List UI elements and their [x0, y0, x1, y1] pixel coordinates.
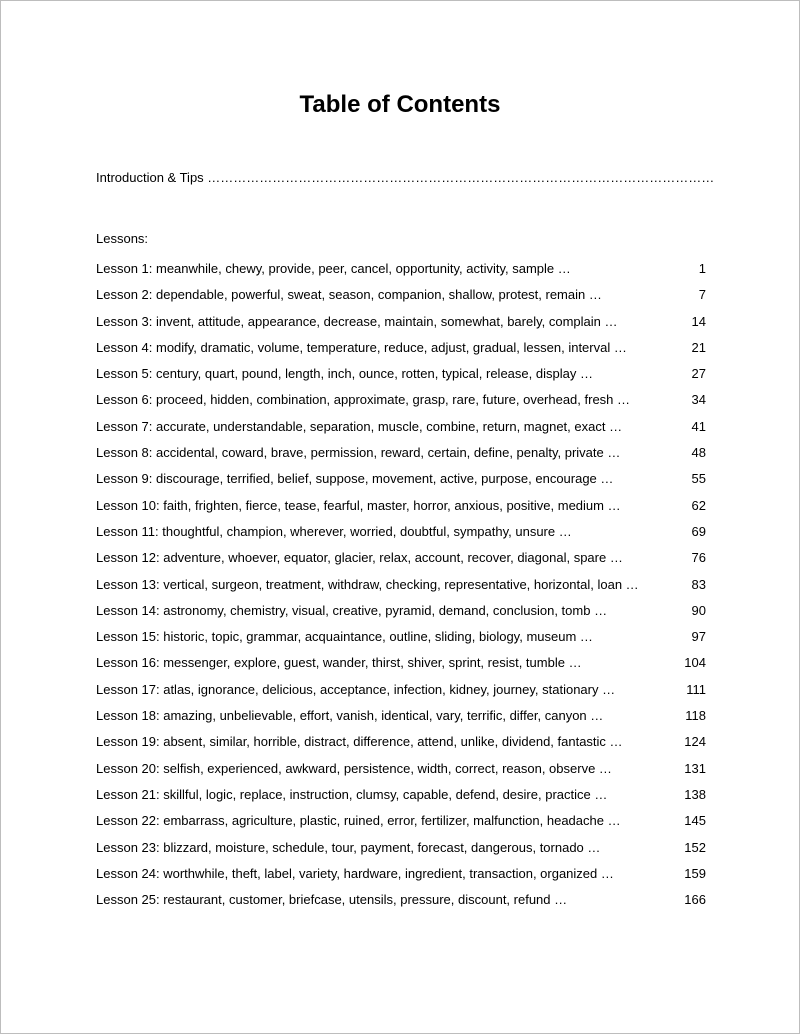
lesson-page-number: 131: [684, 760, 706, 776]
toc-entry-lesson-6: [96, 392, 706, 418]
toc-entry-lesson-20: [96, 761, 706, 787]
lesson-title: Lesson 25: restaurant, customer, briefcase, utensils, pressure, discount, refund …: [96, 892, 568, 908]
toc-entry-lesson-18: [96, 708, 706, 734]
toc-entry-lesson-17: [96, 682, 706, 708]
lesson-title: Lesson 3: invent, attitude, appearance, decrease, maintain, somewhat, barely, complain …: [96, 313, 618, 329]
toc-entry-lesson-13: [96, 577, 706, 603]
lesson-title: Lesson 21: skillful, logic, replace, instruction, clumsy, capable, defend, desire, practice …: [96, 786, 608, 802]
lesson-title: Lesson 9: discourage, terrified, belief, suppose, movement, active, purpose, encourage …: [96, 471, 614, 487]
toc-entry-lesson-11: [96, 524, 706, 550]
lesson-title: Lesson 5: century, quart, pound, length, inch, ounce, rotten, typical, release, display …: [96, 366, 593, 382]
toc-entry-lesson-1: [96, 261, 706, 287]
lessons-list: [96, 261, 706, 918]
lesson-title: Lesson 7: accurate, understandable, separation, muscle, combine, return, magnet, exact …: [96, 418, 623, 434]
toc-entry-lesson-9: [96, 471, 706, 497]
lesson-title: Lesson 24: worthwhile, theft, label, variety, hardware, ingredient, transaction, organized …: [96, 865, 614, 881]
toc-entry-introduction: Introduction & Tips ………………………………………………………………………………………………………: [96, 170, 715, 185]
lesson-page-number: 7: [698, 287, 706, 303]
lesson-page-number: 62: [691, 497, 706, 513]
toc-entry-lesson-25: [96, 892, 706, 918]
lesson-page-number: 124: [684, 734, 706, 750]
toc-entry-lesson-19: [96, 734, 706, 760]
lesson-page-number: 97: [691, 629, 706, 645]
toc-entry-lesson-23: [96, 840, 706, 866]
lesson-page-number: 76: [691, 550, 706, 566]
toc-entry-lesson-8: [96, 445, 706, 471]
lesson-page-number: 111: [686, 681, 706, 697]
lesson-title: Lesson 1: meanwhile, chewy, provide, peer, cancel, opportunity, activity, sample …: [96, 261, 571, 276]
lesson-title: Lesson 6: proceed, hidden, combination, approximate, grasp, rare, future, overhead, fresh …: [96, 392, 631, 408]
toc-entry-lesson-14: [96, 603, 706, 629]
lesson-title: Lesson 8: accidental, coward, brave, permission, reward, certain, define, penalty, private …: [96, 445, 621, 461]
lesson-page-number: 41: [691, 418, 706, 434]
lesson-page-number: 34: [691, 392, 706, 408]
lesson-page-number: 145: [684, 813, 706, 829]
toc-entry-lesson-7: [96, 419, 706, 445]
lesson-page-number: 14: [691, 313, 706, 329]
lesson-title: Lesson 17: atlas, ignorance, delicious, acceptance, infection, kidney, journey, stationary …: [96, 681, 616, 697]
lesson-title: Lesson 12: adventure, whoever, equator, glacier, relax, account, recover, diagonal, spare …: [96, 550, 623, 566]
toc-entry-lesson-24: [96, 866, 706, 892]
lesson-title: Lesson 2: dependable, powerful, sweat, season, companion, shallow, protest, remain …: [96, 287, 602, 303]
lesson-page-number: 27: [691, 366, 706, 382]
toc-entry-lesson-5: [96, 366, 706, 392]
lesson-page-number: 166: [684, 892, 706, 908]
lesson-page-number: 83: [691, 576, 706, 592]
lesson-title: Lesson 15: historic, topic, grammar, acquaintance, outline, sliding, biology, museum …: [96, 629, 593, 645]
lesson-title: Lesson 22: embarrass, agriculture, plastic, ruined, error, fertilizer, malfunction, headache …: [96, 813, 621, 829]
lesson-title: Lesson 20: selfish, experienced, awkward, persistence, width, correct, reason, observe …: [96, 760, 612, 776]
lesson-page-number: 55: [691, 471, 706, 487]
lesson-title: Lesson 10: faith, frighten, fierce, tease, fearful, master, horror, anxious, positive, medium …: [96, 497, 621, 513]
toc-entry-lesson-4: [96, 340, 706, 366]
lesson-page-number: 1: [698, 261, 706, 276]
toc-entry-lesson-10: [96, 498, 706, 524]
toc-entry-lesson-16: [96, 655, 706, 681]
page-title: Table of Contents: [299, 91, 501, 118]
lesson-page-number: 138: [684, 786, 706, 802]
lesson-title: Lesson 14: astronomy, chemistry, visual, creative, pyramid, demand, conclusion, tomb …: [96, 602, 608, 618]
lesson-title: Lesson 13: vertical, surgeon, treatment, withdraw, checking, representative, horizontal, loan …: [96, 576, 639, 592]
lesson-page-number: 152: [684, 839, 706, 855]
toc-entry-lesson-15: [96, 629, 706, 655]
toc-entry-lesson-22: [96, 813, 706, 839]
toc-entry-lesson-2: [96, 287, 706, 313]
lesson-page-number: 21: [691, 339, 706, 355]
lesson-page-number: 90: [691, 602, 706, 618]
lessons-heading: Lessons:: [96, 231, 149, 246]
lesson-title: Lesson 11: thoughtful, champion, wherever, worried, doubtful, sympathy, unsure …: [96, 523, 572, 539]
lesson-page-number: 159: [684, 865, 706, 881]
lesson-page-number: 48: [691, 445, 706, 461]
toc-entry-lesson-12: [96, 550, 706, 576]
toc-entry-lesson-3: [96, 314, 706, 340]
lesson-page-number: 104: [684, 655, 706, 671]
lesson-page-number: 69: [691, 523, 706, 539]
lesson-title: Lesson 23: blizzard, moisture, schedule, tour, payment, forecast, dangerous, tornado …: [96, 839, 601, 855]
lesson-title: Lesson 16: messenger, explore, guest, wander, thirst, shiver, sprint, resist, tumble …: [96, 655, 582, 671]
lesson-page-number: 118: [685, 708, 706, 724]
lesson-title: Lesson 19: absent, similar, horrible, distract, difference, attend, unlike, dividend, fantastic …: [96, 734, 623, 750]
lesson-title: Lesson 18: amazing, unbelievable, effort, vanish, identical, vary, terrific, differ, canyon …: [96, 708, 604, 724]
lesson-title: Lesson 4: modify, dramatic, volume, temperature, reduce, adjust, gradual, lessen, interval …: [96, 339, 627, 355]
toc-entry-lesson-21: [96, 787, 706, 813]
